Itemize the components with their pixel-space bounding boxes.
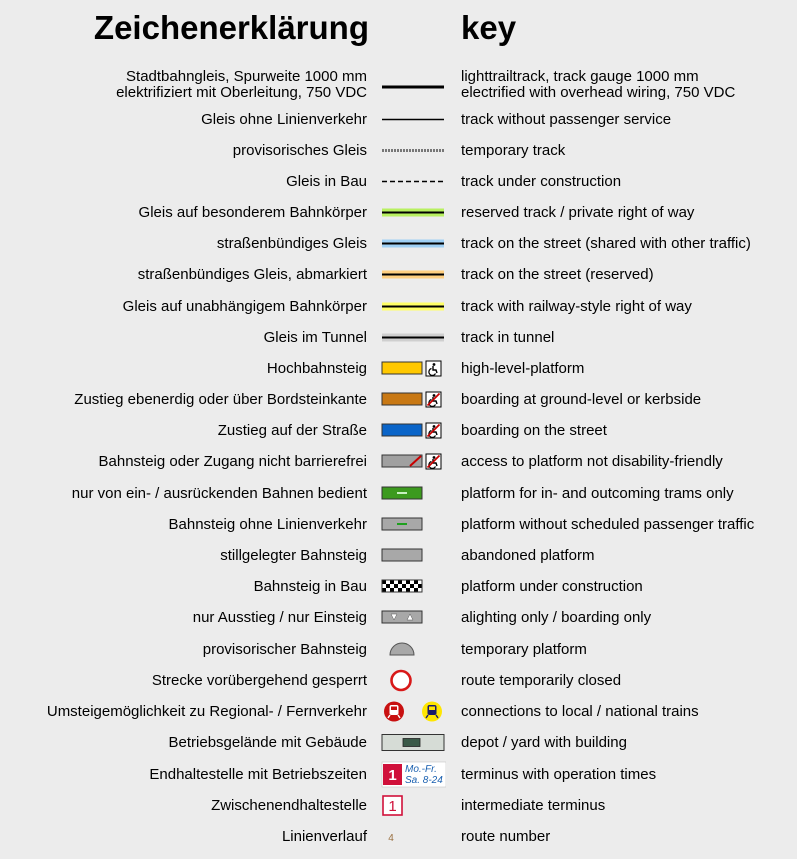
label-german: Gleis auf besonderem Bahnkörper (138, 203, 367, 221)
street-boarding-symbol (380, 415, 446, 446)
track-railway-style-symbol (380, 291, 446, 322)
legend-row (0, 384, 797, 415)
label-german: Zustieg auf der Straße (217, 421, 367, 439)
label-english: track on the street (shared with other traffic) (461, 234, 751, 252)
building-icon (403, 739, 420, 747)
track-street-symbol (380, 228, 446, 259)
platform-construction-symbol (380, 571, 446, 602)
label-german: Hochbahnsteig (266, 359, 367, 377)
label-german: Bahnsteig ohne Linienverkehr (168, 515, 367, 533)
label-german: Gleis im Tunnel (263, 328, 367, 346)
label-german: Zwischenendhaltestelle (211, 796, 367, 814)
not-accessible-platform-symbol (380, 446, 446, 477)
label-german: Bahnsteig in Bau (253, 577, 367, 595)
label-english: alighting only / boarding only (461, 608, 652, 626)
label-english: high-level-platform (461, 359, 585, 377)
wheelchair-crossed-icon (426, 454, 441, 469)
legend-row (0, 228, 797, 259)
label-english: platform for in- and outcoming trams only (461, 484, 734, 502)
label-english: lighttrailtrack, track gauge 1000 mm electrified with overhead wiring, 750 VDC (461, 68, 736, 101)
unscheduled-platform-symbol (380, 509, 446, 540)
legend-row (0, 135, 797, 166)
terminus-number: 1 (388, 767, 397, 784)
label-english: connections to local / national trains (461, 702, 699, 720)
label-english: track on the street (reserved) (461, 265, 654, 283)
label-english: abandoned platform (461, 546, 595, 564)
wheelchair-crossed-icon (426, 423, 441, 438)
label-english: track without passenger service (461, 110, 672, 128)
label-german: Gleis ohne Linienverkehr (201, 110, 367, 128)
label-english: boarding at ground-level or kerbside (461, 390, 702, 408)
wheelchair-icon (426, 361, 441, 376)
label-german: Stadtbahngleis, Spurweite 1000 mm elektrifiziert mit Oberleitung, 750 VDC (116, 68, 367, 101)
platform-icon (382, 393, 422, 405)
lightrail-track-symbol (380, 66, 446, 104)
label-english: temporary platform (461, 640, 587, 658)
abandoned-platform-symbol (380, 540, 446, 571)
legend-row (0, 291, 797, 322)
track-no-service-symbol (380, 104, 446, 135)
high-platform-symbol (380, 353, 446, 384)
national-train-icon (422, 702, 442, 722)
label-german: nur von ein- / ausrückenden Bahnen bedient (71, 484, 367, 502)
platform-icon (382, 424, 422, 436)
legend-row (0, 104, 797, 135)
legend-row (0, 634, 797, 665)
times-line2: Sa. 8-24 (405, 775, 443, 786)
label-english: access to platform not disability-friendly (461, 452, 723, 470)
label-english: track in tunnel (461, 328, 555, 346)
intermediate-number: 1 (388, 798, 397, 815)
label-english: boarding on the street (461, 421, 607, 439)
label-german: Gleis in Bau (286, 172, 367, 190)
route-closed-symbol (380, 665, 446, 696)
label-english: route number (461, 827, 551, 845)
track-reserved-symbol (380, 197, 446, 228)
label-german: straßenbündiges Gleis, abmarkiert (137, 265, 367, 283)
temporary-platform-symbol (380, 634, 446, 665)
label-german: nur Ausstieg / nur Einsteig (192, 608, 367, 626)
legend-row (0, 415, 797, 446)
train-connections-symbol (380, 696, 446, 727)
label-english: reserved track / private right of way (461, 203, 695, 221)
wheelchair-crossed-icon (426, 392, 441, 407)
label-german: Strecke vorübergehend gesperrt (151, 671, 367, 689)
track-tunnel-symbol (380, 322, 446, 353)
platform-icon (382, 362, 422, 374)
legend-row (0, 197, 797, 228)
label-german: Zustieg ebenerdig oder über Bordsteinkante (74, 390, 367, 408)
label-german: provisorisches Gleis (232, 141, 367, 159)
legend-row (0, 696, 797, 727)
route-number-label: 4 (388, 833, 394, 844)
legend-row (0, 727, 797, 758)
label-german: Umsteigemöglichkeit zu Regional- / Fernverkehr (46, 702, 367, 720)
label-english: intermediate terminus (461, 796, 606, 814)
checkered-platform-icon (382, 580, 422, 592)
label-english: platform under construction (461, 577, 643, 595)
legend-row (0, 66, 797, 104)
intermediate-terminus-symbol (380, 790, 446, 821)
legend-row (0, 602, 797, 633)
legend-row (0, 571, 797, 602)
legend-row (0, 509, 797, 540)
legend-row (0, 790, 797, 821)
title-german: Zeichenerklärung (93, 9, 369, 46)
legend-row (0, 759, 797, 790)
platform-icon (382, 611, 422, 623)
temporary-platform-icon (390, 643, 414, 655)
regional-train-icon (384, 702, 404, 722)
depot-trams-platform-symbol (380, 478, 446, 509)
label-german: Linienverlauf (281, 827, 367, 845)
legend-row (0, 821, 797, 852)
legend-row (0, 353, 797, 384)
label-english: platform without scheduled passenger traffic (461, 515, 755, 533)
legend-row (0, 322, 797, 353)
label-english: track with railway-style right of way (461, 297, 692, 315)
track-street-reserved-symbol (380, 259, 446, 290)
label-german: Bahnsteig oder Zugang nicht barrierefrei (98, 452, 367, 470)
terminus-times-symbol (380, 759, 446, 790)
closed-sign-icon (392, 671, 411, 690)
legend-row (0, 540, 797, 571)
title-english: key (461, 9, 517, 46)
route-number-symbol (380, 821, 446, 852)
times-line1: Mo.-Fr. (405, 764, 437, 775)
legend-row (0, 166, 797, 197)
track-construction-symbol (380, 166, 446, 197)
label-german: straßenbündiges Gleis (216, 234, 367, 252)
label-english: route temporarily closed (461, 671, 622, 689)
label-german: stillgelegter Bahnsteig (220, 546, 367, 564)
platform-icon (382, 549, 422, 561)
label-german: Betriebsgelände mit Gebäude (168, 733, 367, 751)
label-german: Endhaltestelle mit Betriebszeiten (149, 765, 367, 783)
label-english: track under construction (461, 172, 622, 190)
temporary-track-symbol (380, 135, 446, 166)
ground-boarding-symbol (380, 384, 446, 415)
legend-row (0, 446, 797, 477)
depot-building-symbol (380, 727, 446, 758)
label-english: terminus with operation times (461, 765, 657, 783)
legend-row (0, 259, 797, 290)
legend-row (0, 478, 797, 509)
label-english: temporary track (461, 141, 566, 159)
legend-row (0, 665, 797, 696)
label-english: depot / yard with building (461, 733, 627, 751)
label-german: provisorischer Bahnsteig (202, 640, 367, 658)
alighting-boarding-symbol (380, 602, 446, 633)
label-german: Gleis auf unabhängigem Bahnkörper (122, 297, 367, 315)
